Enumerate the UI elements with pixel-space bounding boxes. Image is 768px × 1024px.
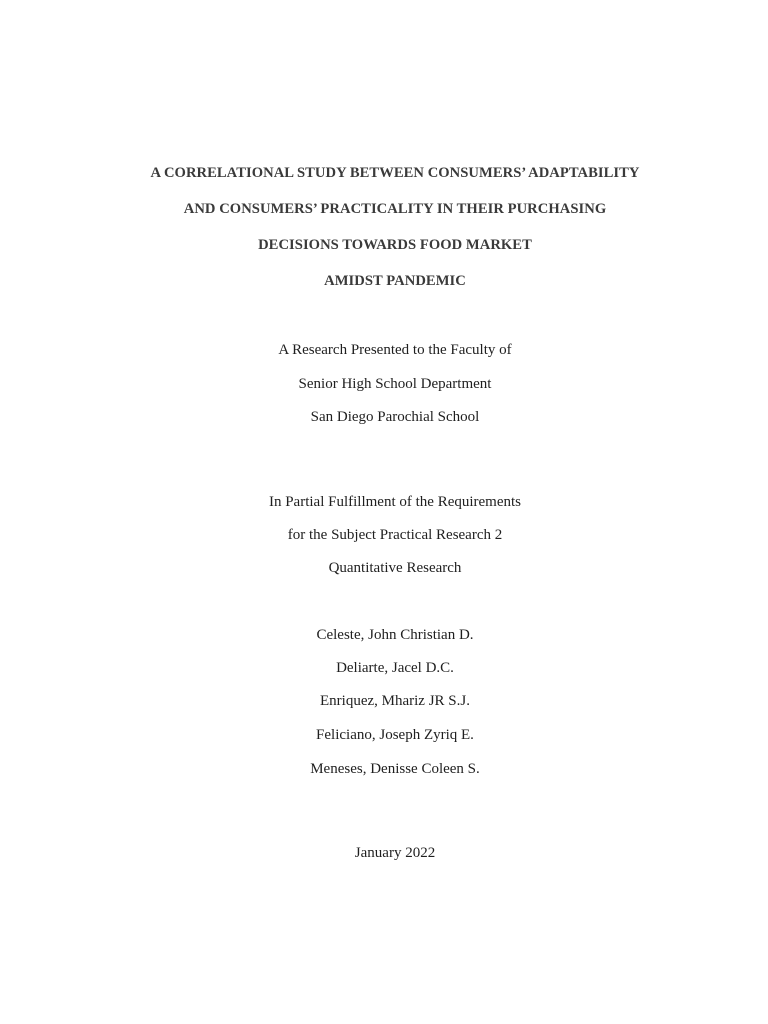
title-line-2: AND CONSUMERS’ PRACTICALITY IN THEIR PURCHASING [183,201,607,217]
subject-line: for the Subject Practical Research 2 [287,527,503,543]
date-line: January 2022 [354,845,436,861]
title-line-1: A CORRELATIONAL STUDY BETWEEN CONSUMERS’ ADAPTABILITY [150,165,640,181]
school-line: San Diego Parochial School [310,409,480,425]
title-line-4: AMIDST PANDEMIC [324,273,466,289]
author-name: Meneses, Denisse Coleen S. [310,761,480,777]
fulfillment-line: In Partial Fulfillment of the Requirements [268,494,522,510]
author-name: Feliciano, Joseph Zyriq E. [316,727,474,743]
title-line-3: DECISIONS TOWARDS FOOD MARKET [258,237,532,253]
presented-to-line: A Research Presented to the Faculty of [278,342,512,358]
author-name: Enriquez, Mhariz JR S.J. [320,693,470,709]
department-line: Senior High School Department [298,376,492,392]
author-name: Deliarte, Jacel D.C. [336,660,454,676]
research-type-line: Quantitative Research [328,560,462,576]
author-name: Celeste, John Christian D. [316,627,474,643]
